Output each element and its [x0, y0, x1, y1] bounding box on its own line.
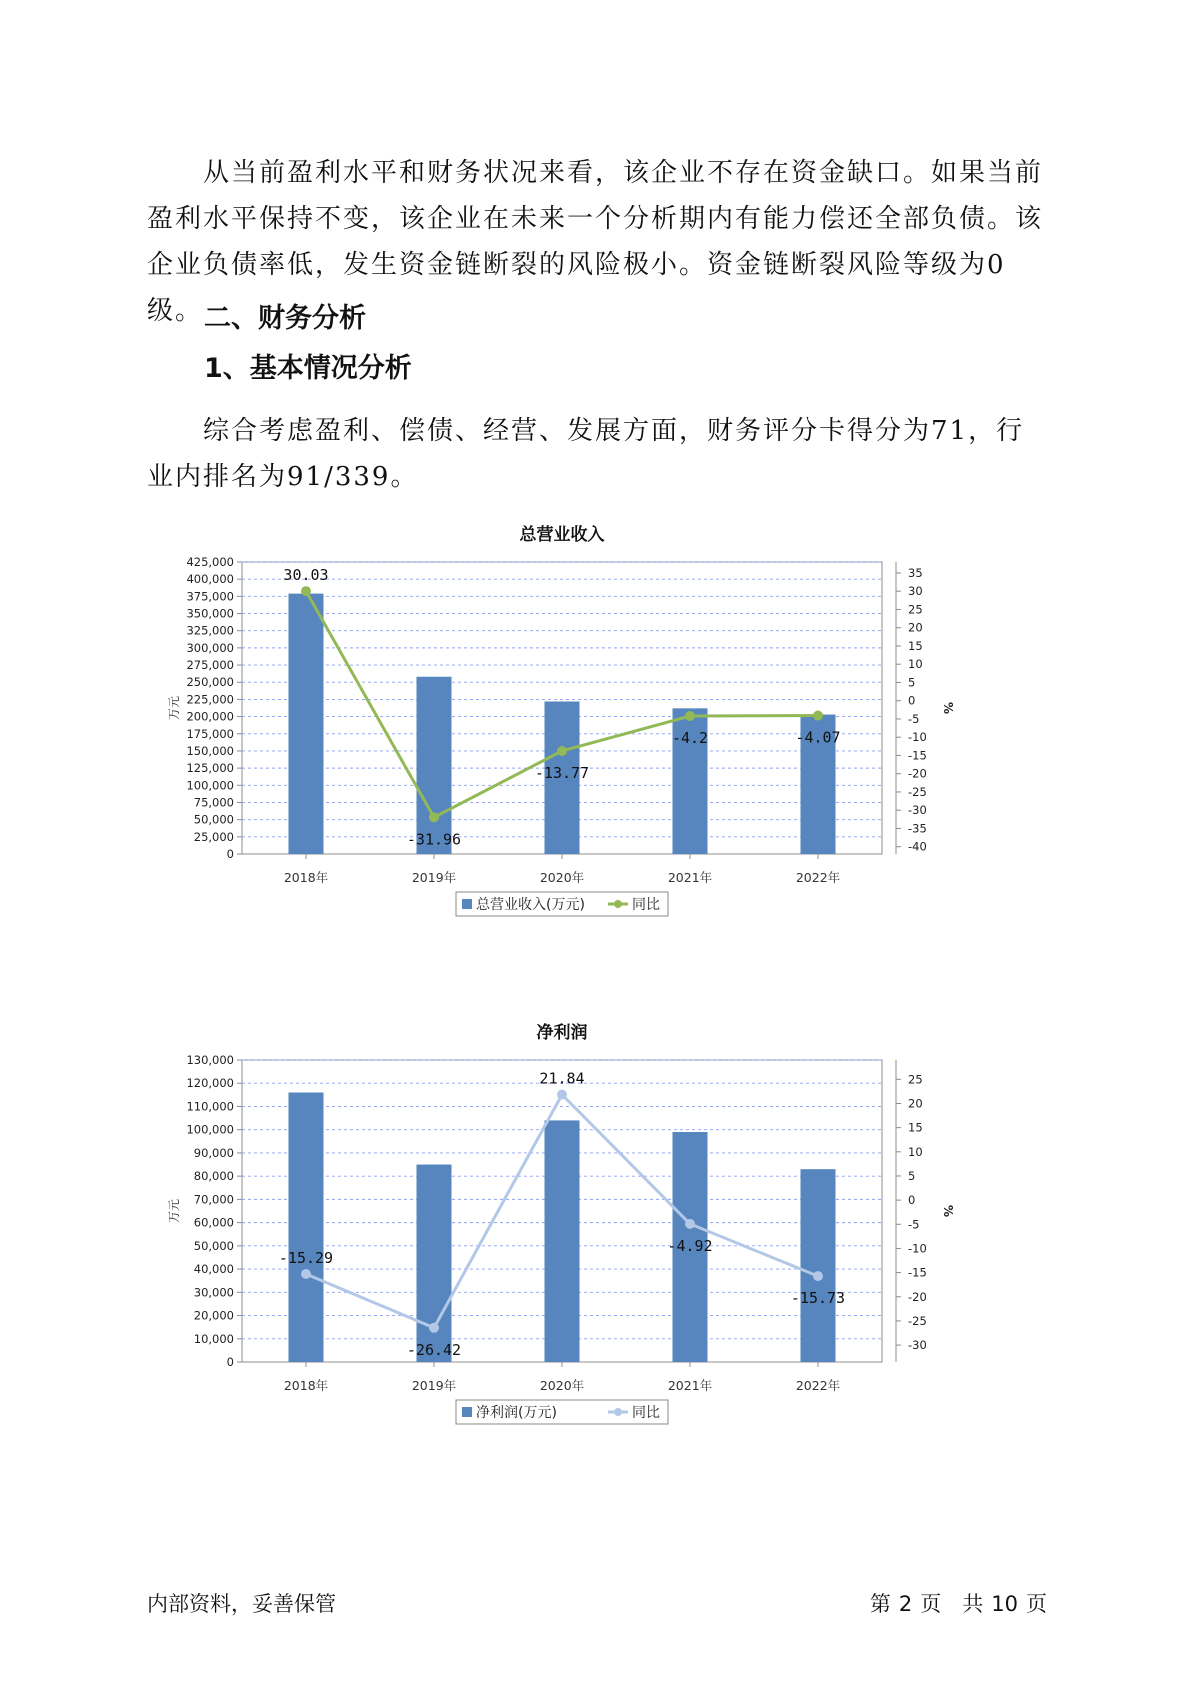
y-tick-label: 30,000	[193, 1285, 234, 1300]
legend-bar-label: 总营业收入(万元)	[476, 897, 585, 913]
legend-line-label: 同比	[632, 897, 660, 913]
y2-tick-label: -15	[908, 748, 927, 763]
y-tick-label: 60,000	[193, 1215, 234, 1230]
y2-tick-label: -15	[908, 1265, 927, 1280]
y-tick-label: 50,000	[193, 812, 234, 827]
yoy-point	[685, 1219, 695, 1229]
yoy-point	[429, 812, 439, 822]
y-tick-label: 0	[226, 1355, 234, 1369]
y2-tick-label: -35	[908, 821, 927, 836]
yoy-data-label: -15.29	[278, 1249, 334, 1268]
yoy-data-label: -4.07	[795, 728, 841, 747]
y2-tick-label: 5	[908, 1168, 916, 1183]
yoy-point	[429, 1323, 439, 1333]
bar	[289, 594, 324, 854]
y-tick-label: 0	[226, 847, 234, 861]
yoy-point	[557, 1090, 567, 1100]
subsection-heading-basic-analysis: 1、基本情况分析	[204, 353, 412, 384]
y-tick-label: 225,000	[186, 692, 234, 707]
x-tick-label: 2018年	[283, 870, 329, 885]
y-tick-label: 90,000	[193, 1145, 234, 1160]
legend-line-marker	[614, 900, 622, 908]
bar	[801, 1169, 836, 1362]
yoy-data-label: -13.77	[534, 763, 590, 782]
y-tick-label: 400,000	[186, 572, 234, 587]
y2-tick-label: -20	[908, 766, 927, 781]
page-suffix: 页	[1026, 1592, 1047, 1616]
x-tick-label: 2018年	[283, 1378, 329, 1393]
x-tick-label: 2021年	[667, 1378, 713, 1393]
y2-tick-label: 20	[908, 1096, 923, 1111]
y-tick-label: 100,000	[186, 778, 234, 793]
paragraph-funding-gap: 从当前盈利水平和财务状况来看，该企业不存在资金缺口。如果当前盈利水平保持不变，该企业在未来一个分析期内有能力偿还全部负债。该企业负债率低，发生资金链断裂的风险极小。资金链断裂风险等级为0级。	[147, 158, 1044, 326]
y2-tick-label: 10	[908, 657, 923, 672]
y2-tick-label: -5	[908, 1217, 920, 1232]
yoy-point	[557, 746, 567, 756]
y-axis-title: 万元	[167, 1198, 181, 1224]
legend-bar-swatch	[462, 1407, 472, 1417]
x-tick-label: 2020年	[539, 870, 585, 885]
y-tick-label: 325,000	[186, 623, 234, 638]
y-tick-label: 50,000	[193, 1238, 234, 1253]
y2-tick-label: 30	[908, 584, 923, 599]
legend-line-marker	[614, 1408, 622, 1416]
y2-tick-label: -5	[908, 711, 920, 726]
yoy-data-label: 30.03	[283, 566, 329, 585]
y2-tick-label: 25	[908, 602, 923, 617]
y-tick-label: 425,000	[186, 555, 234, 569]
y-tick-label: 375,000	[186, 589, 234, 604]
y2-tick-label: -25	[908, 784, 927, 799]
y2-axis-title: %	[941, 1204, 955, 1218]
x-tick-label: 2020年	[539, 1378, 585, 1393]
revenue-chart-svg	[167, 520, 1050, 980]
yoy-data-label: -15.73	[790, 1289, 846, 1308]
y2-tick-label: 5	[908, 675, 916, 690]
y2-tick-label: 15	[908, 1120, 923, 1135]
x-tick-label: 2019年	[411, 870, 457, 885]
bar	[289, 1093, 324, 1362]
section-heading-financial-analysis: 二、财务分析	[204, 303, 366, 334]
y-tick-label: 125,000	[186, 761, 234, 776]
y2-tick-label: -10	[908, 1241, 927, 1256]
y2-tick-label: 10	[908, 1144, 923, 1159]
yoy-point	[685, 711, 695, 721]
x-tick-label: 2022年	[795, 870, 841, 885]
page-middle: 页 共	[920, 1592, 984, 1616]
yoy-point	[813, 1271, 823, 1281]
y-tick-label: 200,000	[186, 709, 234, 724]
paragraph-score-ranking: 综合考虑盈利、偿债、经营、发展方面，财务评分卡得分为71，行业内排名为91/339。	[147, 416, 1025, 492]
y-tick-label: 40,000	[193, 1262, 234, 1277]
y2-tick-label: -10	[908, 730, 927, 745]
revenue-chart	[167, 520, 1050, 980]
x-tick-label: 2021年	[667, 870, 713, 885]
footer-page-number	[866, 1588, 1051, 1618]
current-page: 2	[898, 1592, 913, 1616]
y-tick-label: 130,000	[186, 1053, 234, 1067]
y-tick-label: 75,000	[193, 795, 234, 810]
yoy-point	[813, 711, 823, 721]
yoy-point	[301, 1269, 311, 1279]
y-tick-label: 350,000	[186, 606, 234, 621]
yoy-data-label: -4.2	[671, 729, 709, 748]
y2-tick-label: 0	[908, 693, 916, 708]
y-tick-label: 20,000	[193, 1308, 234, 1323]
x-tick-label: 2019年	[411, 1378, 457, 1393]
yoy-data-label: -4.92	[667, 1236, 713, 1255]
page-prefix: 第	[869, 1592, 891, 1616]
y2-tick-label: 0	[908, 1193, 916, 1208]
legend-bar-swatch	[462, 899, 472, 909]
chart-title: 总营业收入	[519, 525, 605, 545]
yoy-data-label: 21.84	[539, 1069, 585, 1088]
y-tick-label: 150,000	[186, 743, 234, 758]
y-tick-label: 175,000	[186, 726, 234, 741]
y2-tick-label: 25	[908, 1072, 923, 1087]
y-axis-title: 万元	[167, 695, 181, 721]
bar	[545, 1120, 580, 1362]
y2-tick-label: -30	[908, 1338, 927, 1353]
net-profit-chart-svg	[167, 1018, 1050, 1488]
net-profit-chart	[167, 1018, 1050, 1488]
legend-line-label: 同比	[632, 1405, 660, 1421]
y-tick-label: 275,000	[186, 658, 234, 673]
total-pages: 10	[991, 1592, 1018, 1616]
footer-confidential-note: 内部资料，妥善保管	[147, 1592, 336, 1616]
chart-title: 净利润	[536, 1023, 588, 1043]
yoy-data-label: -31.96	[406, 830, 462, 849]
y-tick-label: 110,000	[186, 1099, 234, 1114]
y2-tick-label: 20	[908, 620, 923, 635]
y-tick-label: 70,000	[193, 1192, 234, 1207]
y-tick-label: 120,000	[186, 1076, 234, 1091]
legend-bar-label: 净利润(万元)	[476, 1405, 557, 1421]
x-tick-label: 2022年	[795, 1378, 841, 1393]
y2-tick-label: 35	[908, 565, 923, 580]
bar	[417, 677, 452, 854]
y-tick-label: 80,000	[193, 1169, 234, 1184]
yoy-data-label: -26.42	[406, 1340, 462, 1359]
y2-tick-label: -40	[908, 839, 927, 854]
y-tick-label: 25,000	[193, 829, 234, 844]
y2-tick-label: -25	[908, 1313, 927, 1328]
y-tick-label: 100,000	[186, 1122, 234, 1137]
yoy-point	[301, 586, 311, 596]
y2-axis-title: %	[941, 701, 955, 715]
y2-tick-label: 15	[908, 638, 923, 653]
y2-tick-label: -30	[908, 803, 927, 818]
y-tick-label: 300,000	[186, 640, 234, 655]
y2-tick-label: -20	[908, 1289, 927, 1304]
y-tick-label: 10,000	[193, 1331, 234, 1346]
y-tick-label: 250,000	[186, 675, 234, 690]
